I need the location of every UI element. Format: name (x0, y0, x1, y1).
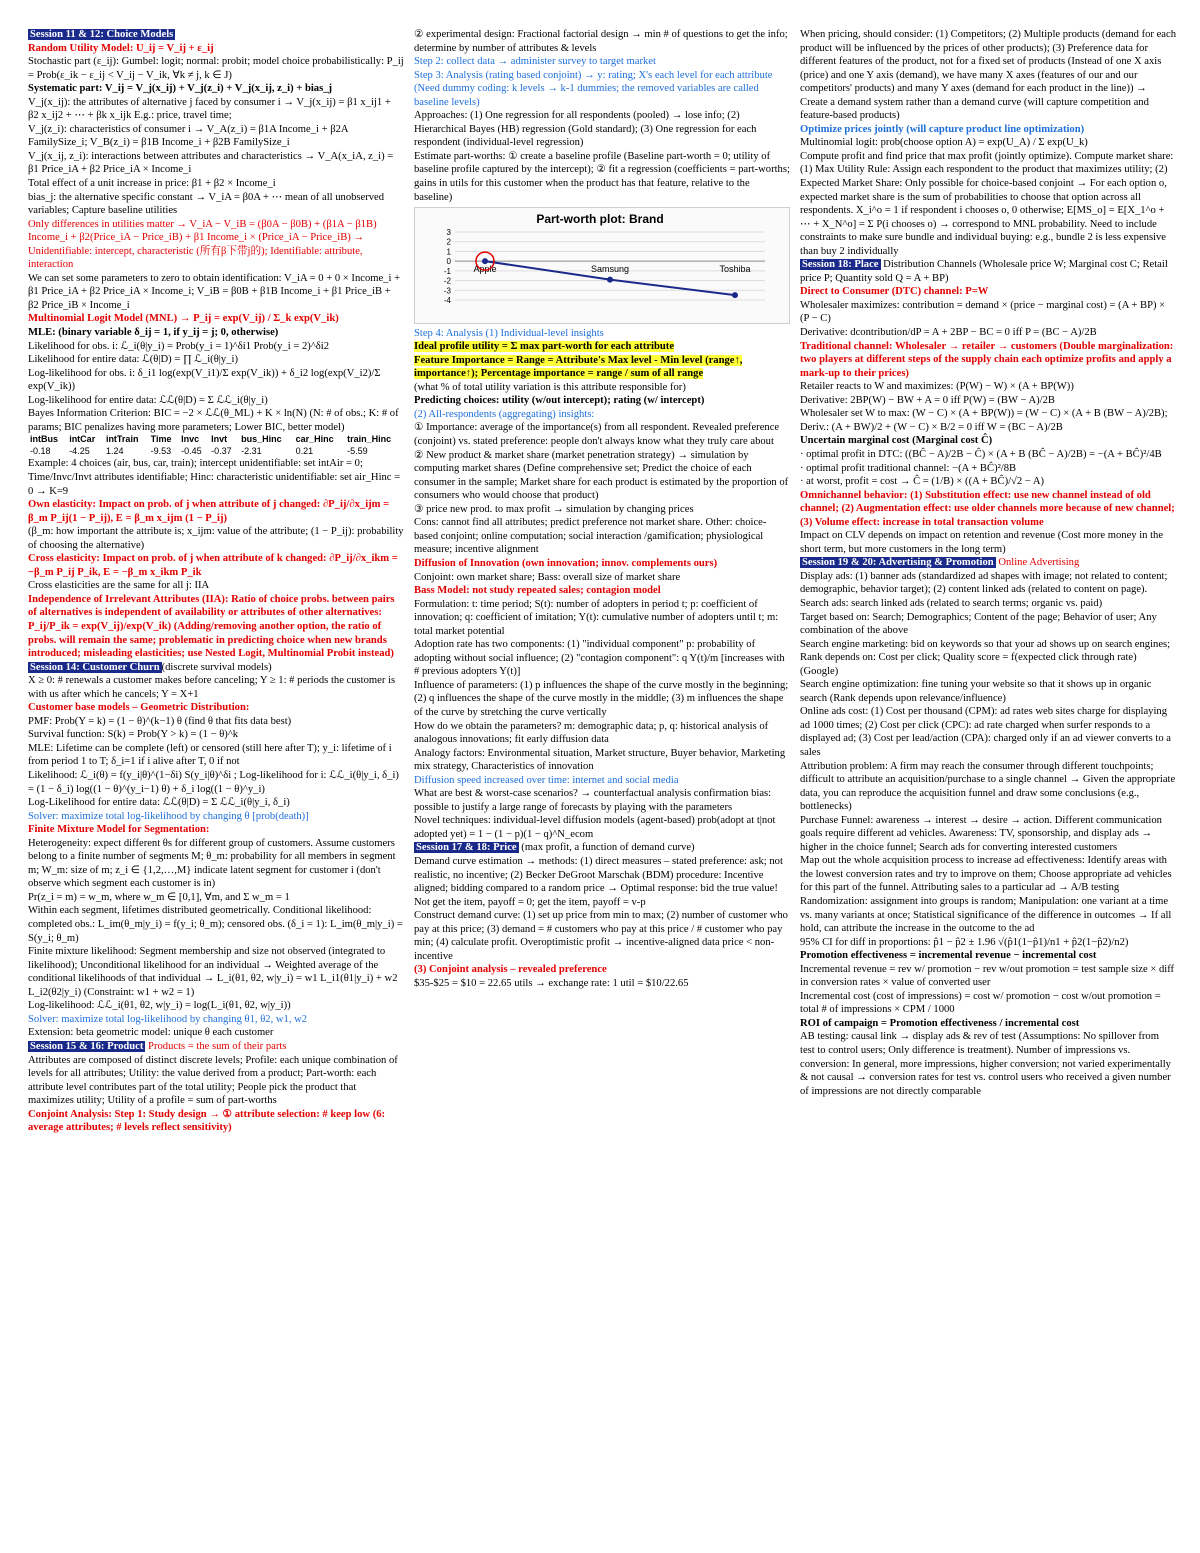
note-line (28, 1108, 404, 1135)
note-text: ③ price new prod. to max profit → simulation by changing prices (414, 503, 694, 515)
table-header-cell: train_Hinc (347, 434, 392, 445)
note-text: Log-likelihood for obs. i: δ_i1 log(exp(V_i1)/Σ exp(V_ik)) + δ_i2 log(exp(V_i2)/Σ exp(V_ik)) (28, 367, 381, 393)
section-header-line (800, 258, 1176, 285)
note-line (800, 299, 1176, 326)
note-line (800, 136, 1176, 150)
note-line (800, 705, 1176, 759)
note-text: AB testing: causal link → display ads & rev of test (Assumptions: No spillover from test to control users; Only difference is treatment). Number of impressions vs. conversion: In general, more impressions, higher conversion; not varied experimentally & not causal → conversion rates for test vs. control users who received a given number of impressions are not directly comparable (800, 1031, 1171, 1097)
note-text: Display ads: (1) banner ads (standardized ad shapes with image; not related to content; demographic, behavior target); (2) content linked ads (related to content on page). Search ads: search linked ads (related to search terms; organic vs. paid) (800, 570, 1168, 609)
note-text: ① Importance: average of the importance(s) from all respondent. Revealed preference (conjoint) vs. stated preference: people don't always know what they truly care about (414, 422, 780, 448)
note-line (28, 579, 404, 593)
note-text: Purchase Funnel: awareness → interest → desire → action. Different communication goals require different ad vehicles. Awareness: TV, sponsorship, and display ads → higher in the choice funnel; Search ads for converting interested customers (800, 814, 1162, 853)
data-point (732, 292, 738, 298)
note-text: Formulation: t: time period; S(t): number of adopters in period t; p: coefficient of innovation; q: coefficient of imitation; Y(t): cumulative number of adopters until t; m: total market potential (414, 598, 779, 637)
note-text: Estimate part-worths: ① create a baseline profile (Baseline part-worth = 0; utility of baseline profile captured by the intercept); ② fit a regression (coefficients = part-worths; gains in utils for this customer when the product has that feature, relative to the baseline) (414, 150, 790, 203)
note-text: ② New product & market share (market penetration strategy) → simulation by computing market shares (Define comprehensive set; Predict the choice of each consumer in the sample; Market share for each product is estimated by the proportion of consumers who would choose that product) (414, 449, 789, 502)
note-line (28, 407, 404, 434)
note-text: Construct demand curve: (1) set up price from min to max; (2) number of customer who pay at this price; (3) demand = # customers who pay at this price / # customer who pay min; (4) calculate profit. Overoptimistic profit → incentive-aligned data price < non-incentive (414, 910, 788, 962)
note-text: Predicting choices: utility (w/out intercept); rating (w/ intercept) (414, 395, 705, 407)
note-line (800, 285, 1176, 299)
data-point (607, 277, 613, 283)
note-line (414, 421, 790, 448)
note-text: (what % of total utility variation is this attribute responsible for) (414, 381, 686, 393)
section-header-line (800, 556, 1176, 570)
note-text: $35-$25 = $10 = 22.65 utils → exchange rate: 1 util = $10/22.65 (414, 977, 689, 989)
note-line (28, 891, 404, 905)
note-line (414, 679, 790, 720)
y-tick-label: 0 (446, 257, 451, 267)
table-header-cell: Invt (211, 434, 228, 445)
note-text: Likelihood for obs. i: ℒ_i(θ|y_i) = Prob(y_i = 1)^δi1 Prob(y_i = 2)^δi2 (28, 340, 330, 352)
y-tick-label: 1 (446, 247, 451, 257)
note-line (414, 584, 790, 598)
note-text: Step 4: Analysis (1) Individual-level insights (414, 327, 604, 339)
section-subtitle: (max profit, a function of demand curve) (518, 842, 695, 854)
note-line (800, 570, 1176, 611)
note-text: ROI of campaign = Promotion effectiveness / incremental cost (800, 1017, 1080, 1029)
note-text: Randomization: assignment into groups is random; Manipulation: one variant at a time vs. many variants at once; Statistical significance of the difference in outcomes → If all hold, can attribute the increase in the outcome to the ad (800, 896, 1172, 935)
table-header-cell: intTrain (105, 434, 139, 445)
note-line (28, 823, 404, 837)
note-line (800, 489, 1176, 530)
note-line (414, 150, 790, 204)
note-line (800, 434, 1176, 448)
note-line (28, 150, 404, 177)
note-text: Total effect of a unit increase in price: β1 + β2 × Income_i (28, 178, 276, 190)
note-line (800, 448, 1176, 462)
note-text: Finite Mixture Model for Segmentation: (28, 824, 210, 836)
note-line (28, 82, 404, 96)
note-text: Target based on: Search; Demographics; Content of the page; Behavior of user; Any combination of the above (800, 611, 1157, 637)
category-label: Apple (473, 264, 497, 275)
note-text: When pricing, should consider: (1) Competitors; (2) Multiple products (demand for each product will be influenced by the prices of other products); (3) Preference data for different features of the product, not for a fixed set of products (Instead of one X axis (price) and one Y axis (demand), we have many X axes (features of our and our competitors' products) and many Y axes (demand for each product in the line)) → Create a demand system rather than a demand curve (will capture competition and feature-based products) (800, 29, 1176, 122)
note-text: Within each segment, lifetimes distributed geometrically. Conditional likelihood: completed obs.: L_im(θ_m|y_i) = f(y_i; θ_m); censored obs. (δ_i = 1): L_im(θ_m|y_i) = S(y_i; θ_m) (28, 905, 403, 944)
note-line (414, 909, 790, 963)
coefficient-table (28, 434, 404, 457)
note-line (28, 218, 404, 272)
note-line (28, 55, 404, 82)
note-line (800, 678, 1176, 705)
note-line (28, 498, 404, 525)
note-text: · at worst, profit = cost → Ĉ = (1/B) × ((A + BĈ)/√2 − A) (800, 476, 1045, 488)
note-text: Feature Importance = Range = Attribute's Max level - Min level (range↑, importance↑); Percentage importance = range / sum of all range (414, 354, 743, 380)
note-text: Own elasticity: Impact on prob. of j when attribute of j changed: ∂P_ij/∂x_ijm = β_m P_ij(1 − P_ij), E = β_m x_ijm (1 − P_ij) (28, 499, 390, 524)
note-text: Step 3: Analysis (rating based conjoint) → y: rating; X's each level for each attribute (Need dummy coding: k levels → k-1 dummies; the removed variables are called baseline levels) (414, 69, 773, 108)
note-text: V_j(x_ij): the attributes of alternative j faced by consumer i → V_j(x_ij) = β1 x_ij1 + β2 x_ij2 + ⋯ + βk x_ijk E.g.: price, travel time; (28, 96, 391, 122)
section-subtitle: Products = the sum of their parts (145, 1040, 287, 1052)
note-line (28, 674, 404, 701)
note-line (414, 720, 790, 747)
note-line (800, 814, 1176, 855)
note-text: Promotion effectiveness = incremental revenue − incremental cost (800, 950, 1097, 962)
table-header-cell: Invc (181, 434, 200, 445)
note-text: Search engine optimization: fine tuning your website so that it shows up in organic search (Rank depends upon relevance/influence) (800, 679, 1152, 704)
note-text: Solver: maximize total log-likelihood by changing θ1, θ2, w1, w2 (28, 1013, 308, 1025)
note-text: Derivative: 2BP(W) − BW + A = 0 iff P(W) = (BW − A)/2B (800, 394, 1055, 406)
note-line (28, 272, 404, 313)
note-text: Compute profit and find price that max profit (jointly optimize). Compute market share: (1) Max Utility Rule: Assign each respondent to the product that maximizes utility; (2) Expected Market Share: Only possible for choice-based conjoint → For each option o, expected market share is the sum of probabilities to choose that option across all respondents. X_i^o = 1 if respondent i chooses o, 0 otherwise; E[MS_o] = E[X_1^o + ⋯ + X_N^o] = Σ P(i chooses o) → correspond to MNL probability. Need to include constraints to make sure bundle and individual buying: e.g., bundle 2 is less expensive than buy 2 individually (800, 150, 1174, 257)
category-label: Toshiba (719, 264, 751, 275)
section-header-line (28, 661, 404, 675)
y-tick-label: 2 (446, 237, 451, 247)
note-line (800, 150, 1176, 258)
y-tick-label: -3 (443, 286, 451, 296)
note-text: Traditional channel: Wholesaler → retailer → customers (Double marginalization: two players at different steps of the supply chain each optimize profits and apply a mark-up to their prices) (800, 340, 1174, 379)
note-text: Wholesaler set W to max: (W − C) × (A + BP(W)) = (W − C) × (A + B (BW − A)/2B); Deriv.: (A + BW)/2 + (W − C) × B/2 = 0 iff W = (BC − A)/2B (800, 408, 1168, 433)
note-line (28, 326, 404, 340)
note-line (800, 475, 1176, 489)
note-text: Only differences in utilities matter → V_iA − V_iB = (β0A − β0B) + (β1A − β1B) Income_i + β2(Price_iA − Price_iB) + β1 Income_i × (Price_iA − Price_iB) → Unidentifiable: intercept, characteristic (所有β下带j的); Identifiable: attribute, interaction (28, 218, 377, 271)
note-line (800, 895, 1176, 936)
table-cell: -5.59 (347, 445, 368, 456)
note-line (800, 462, 1176, 476)
note-text: · optimal profit in DTC: ((BĈ − A)/2B − Ĉ) × (A + B (BĈ − A)/2B) = −(A + BĈ)²/4B (800, 448, 1162, 460)
note-line (28, 715, 404, 729)
note-line (28, 1013, 404, 1027)
note-text: Attributes are composed of distinct discrete levels; Profile: each unique combination of levels for all attributes; Utility: the value derived from a product; Part-worth: each attribute level contributes part of the total utility; People pick the product that maximizes utility; Utility of a profile = sum of part-worths (28, 1054, 398, 1107)
part-worth-chart (414, 207, 790, 324)
note-line (28, 837, 404, 891)
note-line (28, 353, 404, 367)
table-cell: 1.24 (105, 445, 124, 456)
note-text: Systematic part: V_ij = V_j(x_ij) + V_j(z_i) + V_j(x_ij, z_i) + bias_j (28, 83, 333, 95)
note-line (414, 28, 790, 55)
note-text: Survival function: S(k) = Prob(Y > k) = (1 − θ)^k (28, 729, 239, 741)
note-text: Log-likelihood for entire data: ℒℒ(θ|D) = Σ ℒℒ_i(θ|y_i) (28, 394, 268, 406)
note-line (414, 557, 790, 571)
section-title: Session 15 & 16: Product (30, 1040, 144, 1052)
note-text: bias_j: the alternative specific constant → V_iA = β0A + ⋯ mean of all unobserved variables; Capture baseline utilities (28, 191, 385, 217)
table-cell: -9.53 (150, 445, 172, 456)
note-line (414, 814, 790, 841)
note-line (414, 69, 790, 110)
note-line (28, 945, 404, 999)
note-text: Log-Likelihood for entire data: ℒℒ(θ|D) = Σ ℒℒ_i(θ|y_i, δ_i) (28, 797, 290, 809)
note-line (414, 394, 790, 408)
note-line (800, 380, 1176, 394)
note-text: MLE: (binary variable δ_ij = 1, if y_ij = j; 0, otherwise) (28, 327, 279, 339)
note-text: Finite mixture likelihood: Segment membership and size not observed (integrated to likelihood); Unconditional likelihood for an individual → Weighted average of the conditional likelihoods of that individual → L_i(θ1, θ2, w|y_i) = w1 L_i1(θ1|y_i) + w2 L_i2(θ2|y_i) (Constraint: w1 + w2 = 1) (28, 946, 398, 998)
note-line (28, 340, 404, 354)
note-text: Impact on CLV depends on impact on retention and revenue (Cost more money in the short term, but more customers in the long term) (800, 530, 1164, 555)
section-title: Session 11 & 12: Choice Models (30, 29, 174, 40)
note-line (800, 529, 1176, 556)
note-line (28, 96, 404, 123)
note-text: Search engine marketing: bid on keywords so that your ad shows up on search engines; Rank depends on: Cost per click; Quality score = f(expected click through rate) (Google) (800, 638, 1171, 677)
y-tick-label: -4 (443, 296, 451, 306)
note-text: Incremental revenue = rev w/ promotion − rev w/out promotion = test sample size × diff in conversion rates × value of converted user (800, 963, 1175, 989)
chart-title: Part-worth plot: Brand (536, 212, 664, 227)
note-text: Uncertain marginal cost (Marginal cost Ĉ) (800, 435, 993, 447)
note-line (28, 796, 404, 810)
note-text: (β_m: how important the attribute is; x_ijm: value of the attribute; (1 − P_ij): probability of choosing the alternative) (28, 526, 404, 551)
note-line (800, 611, 1176, 638)
note-text: Step 2: collect data → administer survey to target market (414, 56, 656, 68)
note-line (28, 769, 404, 796)
note-text: Approaches: (1) One regression for all respondents (pooled) → lose info; (2) Hierarchical Bayes (HB) regression (Gold standard); (3) One regression for each respondent (individual-level regression) (414, 110, 757, 149)
note-text: Bass Model: not study repeated sales; contagion model (414, 585, 661, 597)
section-subtitle: (discrete survival models) (161, 661, 272, 673)
note-text: X ≥ 0: # renewals a customer makes before canceling; Y ≥ 1: # periods the customer is with us after which he cancels; Y = X+1 (28, 675, 396, 700)
note-text: Pr(z_i = m) = w_m, where w_m ∈ [0,1], ∀m, and Σ w_m = 1 (28, 891, 290, 903)
note-line (414, 638, 790, 679)
column-2 (414, 28, 790, 1543)
note-line (28, 728, 404, 742)
table-cell: -0.45 (181, 445, 202, 456)
note-text: V_j(z_i): characteristics of consumer i → V_A(z_i) = β1A Income_i + β2A FamilySize_i; V_B(z_i) = β1B Income_i + β2B FamilySize_i (28, 123, 348, 149)
note-text: Retailer reacts to W and maximizes: (P(W) − W) × (A + BP(W)) (800, 381, 1074, 393)
note-line (414, 449, 790, 503)
note-line (28, 123, 404, 150)
table-header-cell: Time (150, 434, 172, 445)
note-text: Map out the whole acquisition process to increase ad effectiveness: Identify areas with the lowest conversion rates and try to improve on them; Choose appropriate ad vehicles for this part of the funnel. Attributing sales to a particular ad → A/B testing (800, 855, 1172, 894)
note-line (28, 312, 404, 326)
note-line (414, 340, 790, 354)
note-line (414, 503, 790, 517)
note-line (414, 977, 790, 991)
note-text: Cross elasticity: Impact on prob. of j when attribute of k changed: ∂P_ij/∂x_ikm = −β_m P_ij P_ik, E = −β_m x_ikm P_ik (28, 553, 398, 578)
note-text: V_j(x_ij, z_i): interactions between attributes and characteristics → V_A(x_iA, z_i) = β1 Price_iA + β2 Price_iA × Income_i (28, 150, 394, 176)
note-text: Solver: maximize total log-likelihood by changing θ [prob(death)] (28, 810, 309, 822)
note-text: Omnichannel behavior: (1) Substitution effect: use new channel instead of old channel; (2) Augmentation effect: use older channels more because of new channel; (3) Volume effect: increase in total transaction volume (800, 489, 1175, 528)
note-text: What are best & worst-case scenarios? → counterfactual analysis confirmation bias: possible to justify a large range of forecasts by playing with the parameters (414, 788, 772, 813)
note-line (28, 394, 404, 408)
note-text: Random Utility Model: U_ij = V_ij + ε_ij (28, 42, 214, 54)
note-line (414, 354, 790, 381)
note-line (28, 1054, 404, 1108)
note-line (414, 381, 790, 395)
note-text: Independence of Irrelevant Attributes (IIA): Ratio of choice probs. between pairs of alternatives is independent of availability or attributes of other alternatives: P_ij/P_ik = exp(V_ij)/exp(V_ik) (Adding/removing another option, the ratio of probs. will remain the same; problematic in predicting choice when new brands introduced; misleading elasticities; use Nested Logit, Multinomial Probit instead) (28, 593, 395, 660)
section-title: Session 18: Place (802, 259, 879, 271)
note-line (800, 854, 1176, 895)
note-text: Cross elasticities are the same for all j: IIA (28, 580, 210, 592)
note-text: Analogy factors: Environmental situation, Market structure, Buyer behavior, Marketing mix strategy, Characteristics of innovation (414, 747, 786, 773)
note-text: (3) Conjoint analysis – revealed preference (414, 964, 607, 976)
part-worth-plot (415, 208, 785, 318)
note-text: Ideal profile utility = Σ max part-worth for each attribute (414, 341, 675, 353)
note-text: Influence of parameters: (1) p influences the shape of the curve mostly in the beginning; (2) q influences the shape of the curve mostly in the middle; (3) m influences the shape of the curve by stretching the curve vertically (414, 679, 789, 718)
note-line (28, 42, 404, 56)
note-line (414, 963, 790, 977)
section-title: Session 14: Customer Churn (30, 661, 160, 673)
note-line (28, 999, 404, 1013)
note-text: Example: 4 choices (air, bus, car, train); intercept unidentifiable: set intAir = 0; Time/Invc/Invt attributes identifiable; Hinc: characteristic unidentifiable: set air_Hinc = 0 → K=9 (28, 458, 401, 497)
note-text: · optimal profit traditional channel: −(A + BĈ)²/8B (800, 462, 1017, 474)
note-text: Conjoint Analysis: Step 1: Study design → ① attribute selection: # keep low (6: average attributes; # levels reflect sensitivity) (28, 1108, 386, 1134)
note-text: Wholesaler maximizes: contribution = demand × (price − marginal cost) = (A + BP) × (P − C) (800, 299, 1166, 325)
note-line (414, 327, 790, 341)
y-tick-label: 3 (446, 228, 451, 238)
note-text: How do we obtain the parameters? m: demographic data; p, q: historical analysis of analogous innovations; fit early diffusion data (414, 720, 769, 746)
section-header-line (28, 28, 404, 42)
note-line (800, 638, 1176, 679)
section-title: Session 17 & 18: Price (416, 842, 517, 854)
section-subtitle: Online Advertising (995, 557, 1080, 569)
note-text: Bayes Information Criterion: BIC = −2 × ℒℒ(θ_ML) + K × ln(N) (N: # of obs.; K: # of params; BIC penalizes having more parameters; Lower BIC, better model) (28, 408, 399, 433)
note-line (28, 191, 404, 218)
section-header-line (414, 841, 790, 855)
note-line (414, 747, 790, 774)
note-line (414, 787, 790, 814)
table-cell: -4.25 (69, 445, 90, 456)
note-text: Stochastic part (ε_ij): Gumbel: logit; normal: probit; model choice probabilistically: P_ij = Prob(ε_ik − ε_ij < V_ij − V_ik, ∀k ≠ j, k ∈ J) (28, 56, 404, 81)
note-text: Log-likelihood: ℒℒ_i(θ1, θ2, w|y_i) = log(L_i(θ1, θ2, w|y_i)) (28, 1000, 291, 1012)
note-text: Customer base models – Geometric Distribution: (28, 702, 250, 714)
section-header-line (28, 1040, 404, 1054)
table-cell: -0.18 (30, 445, 51, 456)
note-text: Direct to Consumer (DTC) channel: P=W (800, 286, 989, 298)
table-header-cell: intCar (69, 434, 96, 445)
column-1 (28, 28, 404, 1543)
note-line (800, 1030, 1176, 1098)
note-text: Incremental cost (cost of impressions) = cost w/ promotion − cost w/out promotion = total # of impressions × CPM / 1000 (800, 990, 1161, 1016)
note-text: Novel techniques: individual-level diffusion models (agent-based) prob(adopt at t|not adopted yet) = 1 − (1 − p)(1 − q)^N_ecom (414, 815, 776, 840)
note-line (414, 774, 790, 788)
note-line (800, 949, 1176, 963)
note-text: Multinomial logit: prob(choose option A) = exp(U_A) / Σ exp(U_k) (800, 137, 1088, 149)
note-line (800, 936, 1176, 950)
note-line (800, 760, 1176, 814)
section-subtitle: Distribution Channels (Wholesale price W; Marginal cost C; Retail price P; Quantity sold Q = A + BP) (800, 259, 1168, 284)
y-tick-label: -1 (443, 266, 451, 276)
note-line (414, 55, 790, 69)
table-header-cell: bus_Hinc (241, 434, 282, 445)
note-line (28, 525, 404, 552)
note-line (800, 963, 1176, 990)
note-text: MLE: Lifetime can be complete (left) or censored (still here after T); y_i: lifetime of i from period 1 to T; δ_i=1 if i alive after T, 0 if not (28, 742, 392, 768)
note-text: Online ads cost: (1) Cost per thousand (CPM): ad rates web sites charge for displaying ad 1000 times; (2) Cost per click (CPC): ad rate charged when surfer responds to a displayed ad; (3) Cost per lead/action (CPA): charged only if an ad viewer converts to a sales (800, 706, 1171, 758)
table-header-cell: car_Hinc (295, 434, 334, 445)
y-tick-label: -2 (443, 276, 451, 286)
note-line (28, 742, 404, 769)
note-line (414, 855, 790, 909)
note-text: PMF: Prob(Y = k) = (1 − θ)^(k−1) θ (find θ that fits data best) (28, 715, 292, 727)
category-label: Samsung (590, 264, 630, 275)
note-line (28, 810, 404, 824)
note-text: ② experimental design: Fractional factorial design → min # of questions to get the info; determine by number of attributes & levels (414, 29, 788, 54)
note-text: We can set some parameters to zero to obtain identification: V_iA = 0 + 0 × Income_i + β1 Price_iA + β2 Price_iA × Income_i; V_iB = β0B + β1B Income_i + β1 Price_iB + β2 Price_iB × Income_i (28, 272, 401, 311)
note-line (28, 552, 404, 579)
note-line (800, 123, 1176, 137)
note-text: Optimize prices jointly (will capture product line optimization) (800, 123, 1085, 135)
note-text: Demand curve estimation → methods: (1) direct measures – stated preference: ask; not realistic, no incentive; (2) Becker DeGroot Marschak (BDM) procedure: Incentive aligned; bidding compared to a random price → Optimal response: bid the true value! Not get the item, payoff = 0; get the item, payoff = v-p (414, 855, 783, 908)
note-line (28, 177, 404, 191)
note-text: (2) All-respondents (aggregating) insights: (414, 408, 595, 420)
note-text: Likelihood for entire data: ℒ(θ|D) = ∏ ℒ_i(θ|y_i) (28, 354, 238, 366)
note-text: Likelihood: ℒ_i(θ) = f(y_i|θ)^(1−δi) S(y_i|θ)^δi ; Log-likelihood for i: ℒℒ_i(θ|y_i, δ_i) = (1 − δ_i) log((1 − θ)^(y_i−1) θ) + δ_i log((1 − θ)^y_i) (28, 770, 399, 795)
note-line (28, 593, 404, 661)
note-line (800, 407, 1176, 434)
note-line (28, 1026, 404, 1040)
note-text: Derivative: dcontribution/dP = A + 2BP − BC = 0 iff P = (BC − A)/2B (800, 327, 1097, 339)
note-line (28, 457, 404, 498)
note-line (28, 701, 404, 715)
note-line (800, 1017, 1176, 1031)
section-title: Session 19 & 20: Advertising & Promotion (802, 557, 994, 569)
note-line (800, 326, 1176, 340)
note-text: Heterogeneity: expect different θs for different group of customers. Assume customers belong to a finite number of segments M; θ_m: probability for all members in segment m; W_m: size of m; z_i ∈ {1,2,…,M} indicate latent segment for customer i (don't observe which segment each customer is in) (28, 837, 396, 890)
note-line (800, 340, 1176, 381)
note-line (800, 394, 1176, 408)
note-line (800, 28, 1176, 123)
note-line (414, 516, 790, 557)
note-text: Multinomial Logit Model (MNL) → P_ij = exp(V_ij) / Σ_k exp(V_ik) (28, 313, 339, 325)
column-3 (800, 28, 1176, 1543)
table-header-cell: intBus (30, 434, 58, 445)
table-cell: -2.31 (241, 445, 262, 456)
note-text: Adoption rate has two components: (1) "individual component" p: probability of adopting without social influence; (2) "contagion component": q Y(t)/m [increases with # previous adopters Y(t)] (414, 639, 785, 678)
table-cell: -0.37 (211, 445, 232, 456)
note-line (28, 367, 404, 394)
note-line (414, 571, 790, 585)
note-text: Diffusion speed increased over time: internet and social media (414, 774, 679, 786)
note-text: Attribution problem: A firm may reach the consumer through different touchpoints; difficult to attribute an acquisition/purchase to a single channel → Given the appropriate data, you can reproduce the acquisition funnel and draw some conclusions (e.g., bottlenecks) (800, 760, 1176, 813)
note-text: Extension: beta geometric model: unique θ each customer (28, 1027, 274, 1039)
note-line (800, 990, 1176, 1017)
note-text: Conjoint: own market share; Bass: overall size of market share (414, 571, 681, 583)
note-line (414, 598, 790, 639)
table-cell: 0.21 (295, 445, 314, 456)
note-line (28, 904, 404, 945)
note-text: Cons: cannot find all attributes; predict preference not market share. Other: choice-based conjoint; online computation; social interaction /gamification; physiological measure; incentive alignment (414, 517, 767, 556)
note-line (414, 408, 790, 422)
note-line (414, 109, 790, 150)
note-text: Diffusion of Innovation (own innovation; innov. complements ours) (414, 557, 718, 569)
note-text: 95% CI for diff in proportions: p̂1 − p̂2 ± 1.96 √(p̂1(1−p̂1)/n1 + p̂2(1−p̂2)/n2) (800, 936, 1129, 948)
